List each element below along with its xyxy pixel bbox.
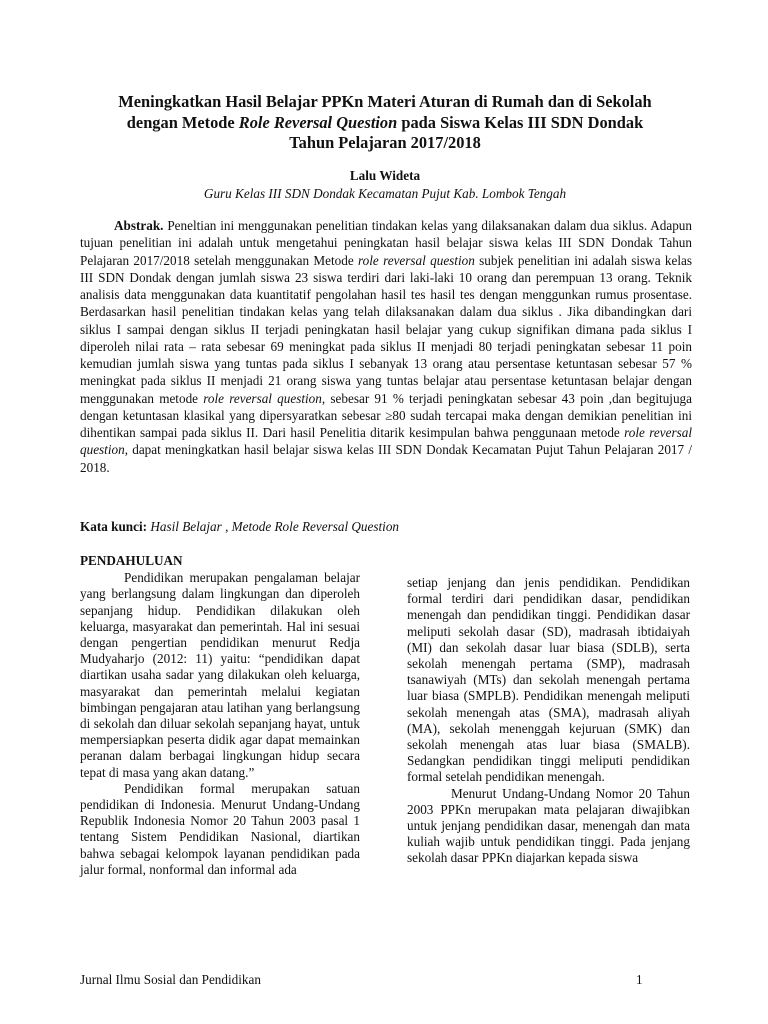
keywords-text: Hasil Belajar , Metode Role Reversal Question bbox=[147, 519, 400, 534]
left-column bbox=[80, 553, 360, 878]
title-method-name: Role Reversal Question bbox=[238, 112, 398, 132]
right-column bbox=[407, 575, 690, 867]
abstract-italic-3: role reversal question bbox=[80, 425, 692, 458]
left-paragraph-1: Pendidikan merupakan pengalaman belajar yang berlangsung dalam lingkungan dan diperoleh sepanjang hidup. Pendidikan dilakukan oleh keluarga, masyarakat dan pemerintah. Hal ini sesuai dengan pengertian pendidikan menurut Redja Mudyaharjo (2012: 11) yaitu: “pendidikan dapat diartikan usaha sadar yang dilakukan oleh keluarga, masyarakat dan pemerintah melalui kegiatan bimbingan pengajaran atau latihan yang berlangsung di sekolah dan diluar sekolah sepanjang hayat, untuk mempersiapkan peserta didik agar dapat memainkan peranan dalam berbagai lingkungan hidup secara tepat di masa yang akan datang.” bbox=[80, 570, 360, 780]
keywords bbox=[80, 518, 692, 535]
keywords-label: Kata kunci: bbox=[80, 519, 148, 534]
abstract-label: Abstrak. bbox=[114, 218, 164, 233]
abstract-text-4: , dapat meningkatkan hasil belajar siswa kelas III SDN Dondak Kecamatan Pujut Tahun Pelajaran 2017 / 2018. bbox=[80, 442, 692, 475]
abstract-text-1: Peneltian ini menggunakan penelitian tindakan kelas yang dilaksanakan dalam dua siklus. Adapun tujuan penelitian ini adalah untuk mengetahui peningkatan hasil belajar siswa kelas III SDN Dondak Tahun Pelajaran 2017/2018 setelah menggunakan Metode bbox=[80, 218, 692, 268]
footer-page-number: 1 bbox=[636, 972, 643, 987]
abstract-italic-1: role reversal question bbox=[358, 252, 475, 268]
author-name: Lalu Wideta bbox=[349, 168, 421, 183]
abstract-italic-2: role reversal question bbox=[203, 390, 322, 406]
paper-title bbox=[80, 92, 690, 154]
author-affiliation: Guru Kelas III SDN Dondak Kecamatan Pujut Kab. Lombok Tengah bbox=[203, 186, 567, 201]
title-line-2-post: pada Siswa Kelas III SDN Dondak bbox=[397, 112, 644, 132]
section-heading: PENDAHULUAN bbox=[80, 553, 183, 568]
footer-journal-name: Jurnal Ilmu Sosial dan Pendidikan bbox=[80, 972, 261, 987]
title-line-2-pre: dengan Metode bbox=[126, 112, 239, 132]
abstract bbox=[80, 217, 692, 476]
title-line-1: Meningkatkan Hasil Belajar PPKn Materi Aturan di Rumah dan di Sekolah bbox=[118, 92, 652, 111]
left-paragraph-2: Pendidikan formal merupakan satuan pendidikan di Indonesia. Menurut Undang-Undang Republik Indonesia Nomor 20 Tahun 2003 pasal 1 tentang Sistem Pendidikan Nasional, diartikan bahwa sebagai kelompok layanan pendidikan pada jalur formal, nonformal dan informal ada bbox=[80, 780, 360, 877]
title-line-3: Tahun Pelajaran 2017/2018 bbox=[289, 133, 481, 152]
right-paragraph-1: setiap jenjang dan jenis pendidikan. Pendidikan formal terdiri dari pendidikan dasar, pendidikan menengah dan pendidikan tinggi. Pendidikan dasar meliputi sekolah dasar (SD), madrasah ibtidaiyah (MI) dan sekolah dasar luar biasa (SDLB), serta sekolah menengah pertama (SMP), madrasah tsanawiyah (MTs) dan sekolah menengah pertama luar biasa (SMPLB). Pendidikan menengah meliputi sekolah menengah atas (SMA), madrasah aliyah (MA), sekolah menenggah kejuruan (SMK) dan sekolah menengah atas luar biasa (SMALB). Sedangkan pendidikan tinggi meliputi pendidikan formal setelah pendidikan menengah. bbox=[407, 575, 690, 785]
title-line-2 bbox=[80, 113, 690, 134]
right-paragraph-2: Menurut Undang-Undang Nomor 20 Tahun 2003 PPKn merupakan mata pelajaran diwajibkan untuk jenjang pendidikan dasar, menengah dan mata kuliah wajib untuk pendidikan tinggi. Pada jenjang sekolah dasar PPKn diajarkan kepada siswa bbox=[407, 785, 690, 866]
abstract-text-2: subjek penelitian ini adalah siswa kelas III SDN Dondak dengan jumlah siswa 23 siswa terdiri dari laki-laki 10 orang dan perempuan 13 orang. Teknik analisis data menggunakan data kuantitatif pengolahan hasil tes hasil tes dengan menggunkan rumus prosentase. Berdasarkan hasil penelitian tindakan kelas yang telah dilaksanakan dalam dua siklus . Jika dibandingkan dari siklus I sampai dengan siklus II terjadi peningkatan hasil belajar yang cukup signifikan dimana pada siklus I diperoleh nilai rata – rata sebesar 69 meningkat pada siklus II menjadi 80 terjadi peningkatan sebesar 11 poin kemudian jumlah siswa yang tuntas pada siklus I sebanyak 13 orang atau persentase ketuntasan sebesar 57 % meningkat pada siklus II menjadi 21 orang siswa yang tuntas belajar atau persentase ketuntasan belajar dengan menggunakan metode bbox=[80, 252, 692, 406]
abstract-text-3: , sebesar 91 % terjadi peningkatan sebesar 43 poin ,dan begitujuga dengan ketuntasan klasikal yang dipersyaratkan sebesar ≥80 sudah tercapai maka dengan demikian penelitian ini dihentikan sampai pada siklus II. Dari hasil Penelitia ditarik kesimpulan bahwa penggunaan metode bbox=[80, 390, 692, 440]
